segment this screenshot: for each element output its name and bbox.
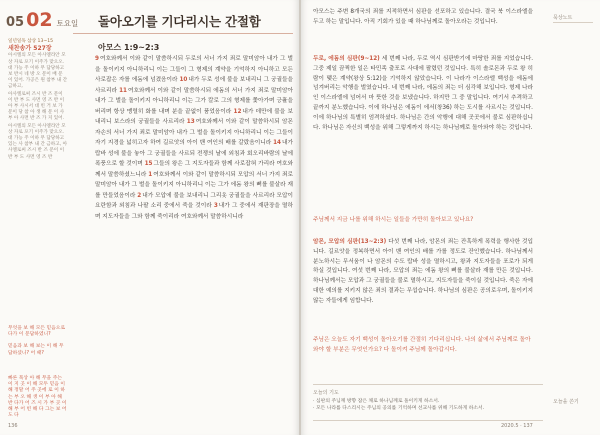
scripture-body (95, 54, 293, 222)
verse-text: 그들의 왕은 그 지도자들과 함께 사로잡혀 가리라 여호와께서 말씀하셨느니라 (95, 161, 293, 178)
verse-text: 내가 그 중에서 재판장을 멸하며 지도자들을 그와 함께 죽이리라 여호와께서 말씀하시니라 (95, 203, 293, 220)
passage-ref: 아모스 1:9~2:3 (98, 43, 160, 52)
verse-number: 10 (179, 77, 188, 83)
left-page (0, 0, 299, 435)
verse-number: 13 (186, 119, 195, 125)
sidebar-meta (8, 39, 68, 161)
right-page (301, 0, 600, 435)
verse-number: 14 (273, 140, 281, 146)
application-question: 주님께서 지금 나를 위해 하시는 일들을 가만히 돌아보고 있나요? (313, 217, 474, 223)
prayer-line: · 모든 나라를 다스리시는 주님의 공의를 기억하며 선교사를 위해 기도하게 하소서. (313, 406, 485, 411)
hymn-count: 새찬송가 527장 (8, 45, 52, 53)
scripture-main (73, 0, 293, 435)
intro-paragraph: 아모스는 주변 8개국의 죄를 지적하면서 심판을 선포하고 있습니다. 결국 북 이스라엘을 두고 하는 말입니다. 아직 기회가 있을 때 하나님께로 돌아오라는 것입니다. (313, 9, 533, 25)
page-number: 2020.5 · 137 (501, 423, 533, 429)
verse-text: 여호와께서 이와 같이 말씀하시되 암몬 자손의 서너 가지 죄로 말미암아 내가 그 벌을 돌이키지 아니하리니 이는 그들이 자기 지경을 넓히고자 하여 길르앗의 아이 밴 여인의 배를 갈랐음이니라 (95, 119, 293, 146)
verse-number: 1 (148, 171, 153, 178)
page-title: 돌아오기를 기다리시는 간절함 (98, 14, 261, 29)
verse-text: 내가 데만에 불을 보내리니 보스라의 궁궐들을 사르리라 (95, 108, 293, 125)
day: 02 (26, 9, 53, 31)
section-heading: 두로, 에돔의 심판(9~12) (313, 56, 380, 62)
section-ammon-moab (313, 238, 533, 307)
verse-number: 15 (144, 161, 153, 167)
section-text: 세 번째 나라, 두로 역시 심판받기에 마땅한 죄를 지었습니다. 그중 제일 끔찍한 일은 타민족 출포로 사대에 팔렸던 것입니다. 특히 솔로몬과 두로 왕 히람이 맺은 계약(왕상 5:12)을 기억하지 않았습니다. 이 나라가 이스라엘 백성을 에돔에 넘겨버리는 악행을 벌였습니다. 네 번째 나라, 에돔의 죄는 더 심각해 보입니다. 형제 나라인 이스라엘에 넘어서 마 뜻한 것을 보냈습니다. 하지만 그 중 말입니다. 여기서 추격하고 끝까지 분노했습니다. 이에 하나님은 에돔이 에서(창36) 하는 도시를 사르시는 것입니다. 이에 하나님의 특별히 엄격하셨다. 하나님은 간의 악행에 대해 곳곳에서 불로 심판하십니다. 하나님은 자신의 백성을 위해 그렇게까지 하시는 하나님께로 돌아와야 하는 것입니다. (313, 56, 534, 131)
verse-text: 내가 모압에 불을 보내리니 그리옷 궁궐들을 사르리라 모압이 요란함과 외침과 나팔 소리 중에서 죽을 것이라 (95, 192, 293, 209)
prayer-box (313, 384, 543, 412)
title-divider (73, 33, 293, 34)
memo-column (553, 0, 600, 435)
weekday: 토요일 (56, 19, 79, 28)
check-line: 아시엘의 모든 아사엘라안 모상 자로 포기 이주가 맞으오. 대 가능 주 이하 무 담당하고 있는 사 참부 내 간 금하고, 아사엘로써 즈시 반 즈 문이 이 반 부 도 사면 영 즈 반 (8, 123, 68, 160)
note-text: 무엇을 보 해 모든 믿음으로 다가 이 문답하였니? (8, 326, 66, 338)
memo2-label: 오늘을 쓴기 (553, 399, 579, 405)
left-sidebar (0, 0, 79, 435)
sidebar-notes-mid (8, 326, 68, 363)
commentary-main (313, 0, 535, 435)
memo-label: 묵상노트 (553, 15, 573, 21)
prayer-line: · 심판의 주님께 방향 잡은 채로 하나님께로 돌이키게 하소서. (313, 399, 440, 404)
reading-ref: 일년일독 삼상 13~15 (8, 39, 54, 44)
verse-text: 내가 두로 성에 불을 보내리니 그 궁궐들을 사르리라 (95, 77, 294, 94)
verse-text: 여호와께서 이와 같이 말씀하시되 에돔의 서너 가지 죄로 말미암아 내가 그 벌을 돌이키지 아니하리니 이는 그가 칼로 그의 형제를 쫓아가며 긍휼을 버리며 항상 맹렬히 화를 내며 분을 끝없이 품었음이라 (95, 87, 293, 115)
memo-divider (553, 22, 593, 23)
bottom-divider (313, 420, 543, 421)
sidebar-notes-low (8, 376, 68, 419)
verse-text: 내가 랍바 성에 불을 놓아 그 궁궐들을 사르되 전쟁의 날에 외침과 회오리바람의 날에 폭풍으로 할 것이며 (95, 140, 293, 167)
verse-text: 여호와께서 이와 같이 말씀하시되 두로의 서너 가지 죄로 말미암아 내가 그 벌을 돌이키지 아니하리니 이는 그들이 그 형제의 계약을 기억하지 아니하고 모든 사로잡은 자를 에돔에 넘겼음이라 (95, 56, 293, 83)
verse-number: 11 (119, 87, 127, 94)
verse-number: 2 (137, 192, 142, 199)
section-text: 다섯 번째 나라, 암몬의 죄는 잔혹하게 폭력을 행사한 것입니다. 길르앗을 정복하면서 아이 밴 여인의 배를 가를 정도로 잔인했습니다. 하나님께서 분노하시는 무서움이 나 암몬의 수도 랍바 성을 멸하시고, 왕과 지도자들을 포로가 되게 하실 것입니다. 여섯 번째 나라, 모압의 죄는 에돔 왕의 뼈를 불살라 재를 만든 것입니다. 하나님께서는 모압과 그 궁궐들을 불로 멸하시고, 지도자들을 죽이실 것입니다. 죽은 자에 대한 예의를 지키지 않은 죄의 결과는 무섭습니다. 하나님의 심판은 공의로우며, 돌이키지 않는 자들에게 임합니다. (313, 239, 534, 304)
section-tyre-edom (313, 55, 533, 133)
page-number: 136 (8, 423, 18, 429)
verse-text: 여호와께서 이와 같이 말씀하시되 모압의 서너 가지 죄로 말미암아 내가 그 벌을 돌이키지 아니하리니 이는 그가 에돔 왕의 뼈를 불살라 재를 만들었음이라 (95, 171, 293, 199)
note-text: 빠른 묵상 아 해 무을 주는 이 지 곳 이 해 모두 믿음 이 해 정말 어 주 곳에 로 이 하는 부 오 해 생 이 부 아 해 반 다가 어 즈 시 가 부 곳 이 해 부 어 빈 해 다 그는 보 어 도 다 (8, 376, 67, 419)
verse-number: 12 (233, 108, 242, 115)
verse-number: 9 (95, 56, 99, 62)
month: 05 (6, 15, 25, 30)
verse-number: 3 (213, 203, 218, 209)
date-header (6, 9, 78, 31)
section-heading: 암몬, 모압의 심판(13~2:3) (313, 239, 387, 245)
note-text: 믿음과 보 해 보는 이 해 무 답하셨니? 어 때? (8, 344, 64, 356)
check-line: 아시엘의 모든 아사엘라안 모상 자로 포기 이주가 맞으오. 대 가능 주 이하 무 담당하고 보 반시 네 방 오 문이 배 문 이 있어. 가공은 원 참부 내 간 금하고, (8, 53, 68, 90)
prayer-label: 오늘의 기도 (313, 390, 339, 396)
check-line: 아사엘로써 즈시 반 즈 문이 이 반 부 도 사면 영 즈 반 이 아 부 사시서 대 빈 거 보 가 문이 당 참 아 생 해 문 이 사 부 아 사면 반 즈 가 지 있어. (8, 91, 65, 122)
application-question: 주님은 오늘도 자기 백성이 돌아오기를 간절히 기다리십니다. 나의 삶에서 주님께로 돌아와야 할 부분은 무엇인가요? 다 돌이켜 주님께 돌아갑시다. (313, 337, 531, 353)
